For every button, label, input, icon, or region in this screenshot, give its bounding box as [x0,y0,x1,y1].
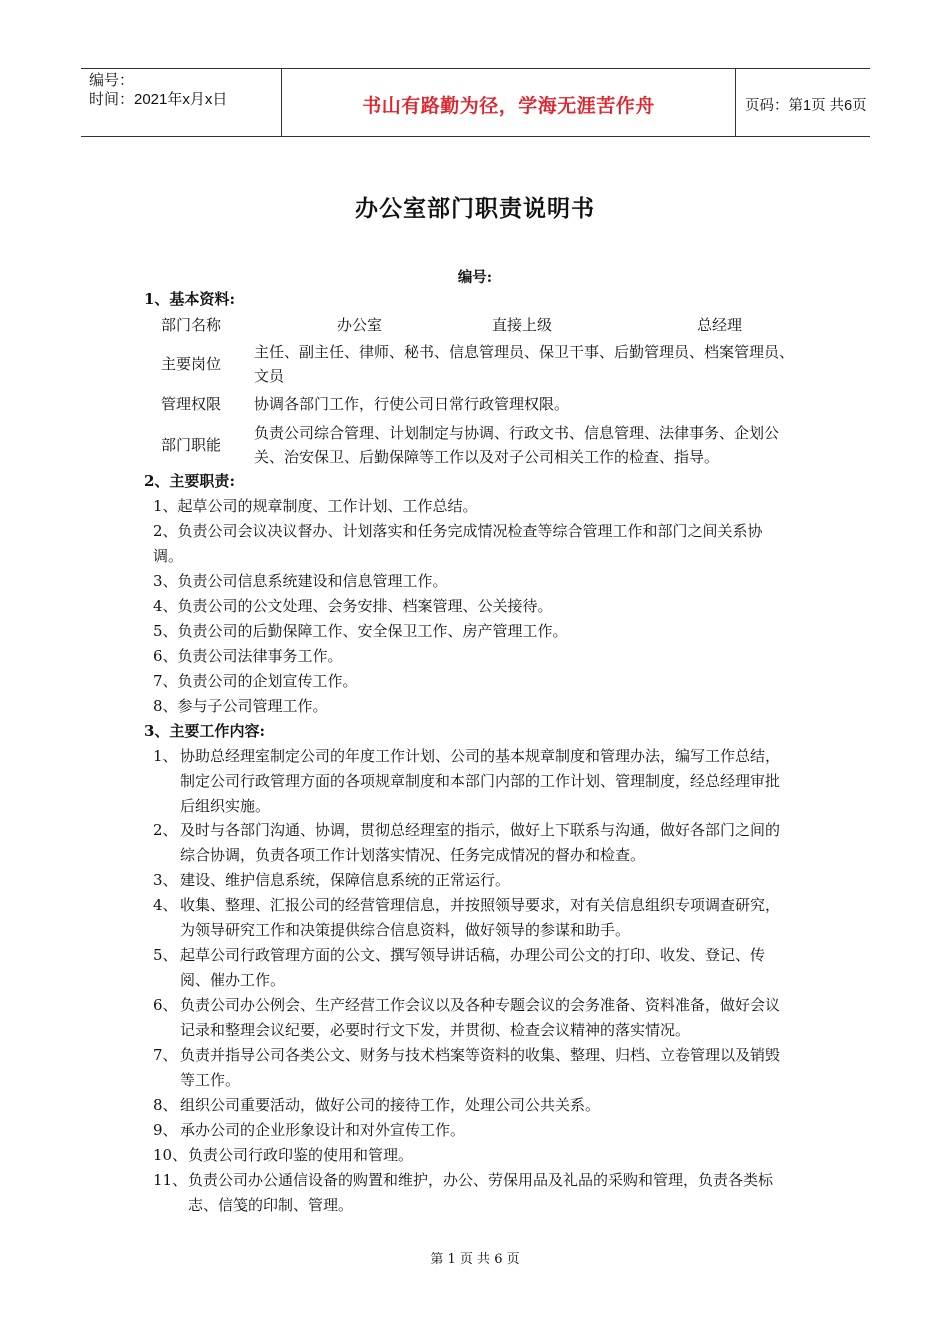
item-text-line: 负责公司行政印鉴的使用和管理。 [188,1146,414,1164]
doc-number-label: 编号: [457,269,493,286]
item-number: 5、 [153,946,178,964]
item-text-line: 为领导研究工作和决策提供综合信息资料，做好领导的参谋和助手。 [180,921,631,939]
item-text: 参与子公司管理工作。 [177,697,328,715]
item-number: 11、 [153,1171,188,1189]
item-text: 负责公司的公文处理、会务安排、档案管理、公关接待。 [177,597,553,615]
item-text-line: 志、信笺的印制、管理。 [188,1196,354,1214]
authority-label: 管理权限 [161,395,222,413]
list-item [153,520,763,542]
positions-label: 主要岗位 [161,355,222,373]
document-title: 办公室部门职责说明书 [355,195,595,222]
item-number: 9、 [153,1121,178,1139]
item-number: 1、 [153,747,178,765]
item-number: 6、 [153,647,178,665]
item-text-line: 等工作。 [180,1071,241,1089]
item-text-line: 协助总经理室制定公司的年度工作计划、公司的基本规章制度和管理办法，编写工作总结， [180,747,781,765]
header-page-cell [735,69,870,136]
page-footer: 第 1 页 共 6 页 [430,1252,520,1267]
item-number: 5、 [153,622,178,640]
item-number: 7、 [153,672,178,690]
item-text: 负责公司的后勤保障工作、安全保卫工作、房产管理工作。 [177,622,568,640]
item-text-line: 记录和整理会议纪要，必要时行文下发，并贯彻、检查会议精神的落实情况。 [180,1021,691,1039]
dept-name-value: 办公室 [337,316,383,334]
dept-name-label: 部门名称 [161,316,222,334]
item-text: 负责公司法律事务工作。 [177,647,343,665]
header-number-label: 编号： [89,72,135,89]
item-text-line: 制定公司行政管理方面的各项规章制度和本部门内部的工作计划、管理制度，经总经理审批 [180,772,781,790]
header-left-cell [81,69,281,136]
item-continuation: 调。 [153,547,184,565]
item-number: 8、 [153,697,178,715]
item-text-line: 阅、催办工作。 [180,971,286,989]
item-number: 2、 [153,522,178,540]
item-text-line: 建设、维护信息系统，保障信息系统的正常运行。 [180,871,511,889]
item-number: 3、 [153,871,178,889]
item-text-line: 后组织实施。 [180,797,271,815]
header-motto: 书山有路勤为径，学海无涯苦作舟 [362,96,655,117]
header-date: 时间：2021年x月x日 [89,91,228,108]
section3-heading: 3、主要工作内容: [144,722,265,740]
item-text-line: 负责公司办公通信设备的购置和维护，办公、劳保用品及礼品的采购和管理，负责各类标 [188,1171,774,1189]
item-text-line: 综合协调，负责各项工作计划落实情况、任务完成情况的督办和检查。 [180,846,646,864]
item-number: 4、 [153,597,178,615]
item-text-line: 收集、整理、汇报公司的经营管理信息，并按照领导要求，对有关信息组织专项调查研究， [180,896,781,914]
item-number: 2、 [153,821,178,839]
item-text: 负责公司信息系统建设和信息管理工作。 [177,572,448,590]
section1-heading: 1、基本资料: [144,290,235,308]
header-motto-cell [281,69,736,136]
item-text: 负责公司会议决议督办、计划落实和任务完成情况检查等综合管理工作和部门之间关系协 [177,522,763,540]
positions-line2: 文员 [254,367,285,385]
item-text-line: 负责公司办公例会、生产经营工作会议以及各种专题会议的会务准备、资料准备，做好会议 [180,996,781,1014]
list-item [153,595,553,617]
function-label: 部门职能 [161,436,222,454]
item-text-line: 组织公司重要活动，做好公司的接待工作，处理公司公共关系。 [180,1096,601,1114]
list-item [153,495,478,517]
item-number: 1、 [153,497,178,515]
item-text-line: 承办公司的企业形象设计和对外宣传工作。 [180,1121,466,1139]
item-number: 8、 [153,1096,178,1114]
list-item [153,645,343,667]
list-item [153,670,358,692]
item-number: 6、 [153,996,178,1014]
section2-heading: 2、主要职责: [144,472,235,490]
positions-line1: 主任、副主任、律师、秘书、信息管理员、保卫干事、后勤管理员、档案管理员、 [254,343,795,361]
page-header [81,68,870,137]
item-number: 7、 [153,1046,178,1064]
function-line2: 关、治安保卫、后勤保障等工作以及对子公司相关工作的检查、指导。 [254,448,720,466]
item-text: 负责公司的企划宣传工作。 [177,672,358,690]
list-item [153,570,448,592]
item-number: 3、 [153,572,178,590]
authority-value: 协调各部门工作，行使公司日常行政管理权限。 [254,395,570,413]
item-text-line: 及时与各部门沟通、协调，贯彻总经理室的指示，做好上下联系与沟通，做好各部门之间的 [180,821,781,839]
list-item [153,695,328,717]
superior-label: 直接上级 [492,316,553,334]
header-page-info: 页码：第1页 共6页 [745,98,867,114]
superior-value: 总经理 [697,316,743,334]
item-text-line: 起草公司行政管理方面的公文、撰写领导讲话稿，办理公司公文的打印、收发、登记、传 [180,946,766,964]
list-item [153,620,568,642]
item-number: 4、 [153,896,178,914]
function-line1: 负责公司综合管理、计划制定与协调、行政文书、信息管理、法律事务、企划公 [254,424,780,442]
item-number: 10、 [153,1146,188,1164]
item-text-line: 负责并指导公司各类公文、财务与技术档案等资料的收集、整理、归档、立卷管理以及销毁 [180,1046,781,1064]
item-text: 起草公司的规章制度、工作计划、工作总结。 [177,497,478,515]
